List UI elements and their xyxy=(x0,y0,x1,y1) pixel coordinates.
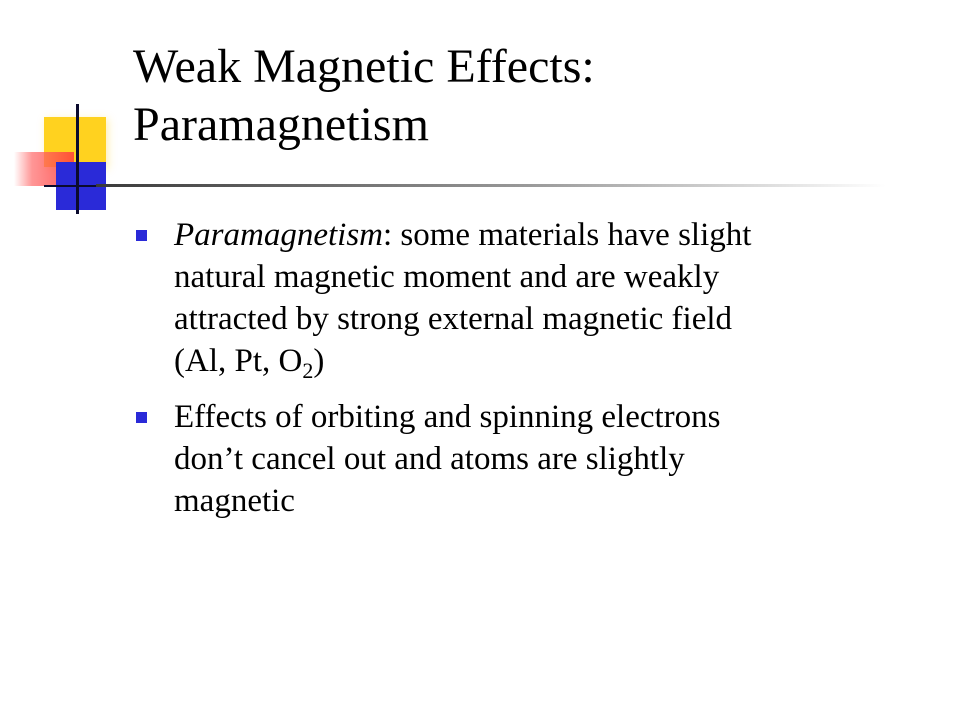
logo-vertical-line xyxy=(76,104,79,214)
color-squares-logo-icon xyxy=(0,0,140,230)
square-bullet-icon xyxy=(136,230,147,241)
bullet-text xyxy=(174,214,894,382)
bullet-item-electrons xyxy=(134,396,894,522)
bullet-1-line-3: attracted by strong external magnetic field xyxy=(174,301,733,337)
bullet-1-line-1 xyxy=(174,214,894,256)
bullet-1-line-1-rest: : some materials have slight xyxy=(383,217,752,253)
bullet-2-line-3: magnetic xyxy=(174,483,295,519)
bullet-1-line-4 xyxy=(174,340,894,382)
bullet-text xyxy=(174,396,894,522)
slide-title xyxy=(133,38,893,154)
bullet-item-paramagnetism xyxy=(134,214,894,382)
term-paramagnetism: Paramagnetism xyxy=(174,217,383,253)
title-line-1: Weak Magnetic Effects: xyxy=(133,40,595,93)
bullet-2-line-2: don’t cancel out and atoms are slightly xyxy=(174,441,685,477)
elements-close: ) xyxy=(313,343,325,379)
oxygen-subscript: 2 xyxy=(302,358,314,383)
title-line-2: Paramagnetism xyxy=(133,98,429,151)
bullet-list xyxy=(134,214,894,536)
title-divider xyxy=(96,184,886,187)
square-bullet-icon xyxy=(136,412,147,423)
elements-list: (Al, Pt, O xyxy=(174,343,303,379)
bullet-2-line-1: Effects of orbiting and spinning electrons xyxy=(174,399,721,435)
bullet-1-line-2: natural magnetic moment and are weakly xyxy=(174,259,720,295)
